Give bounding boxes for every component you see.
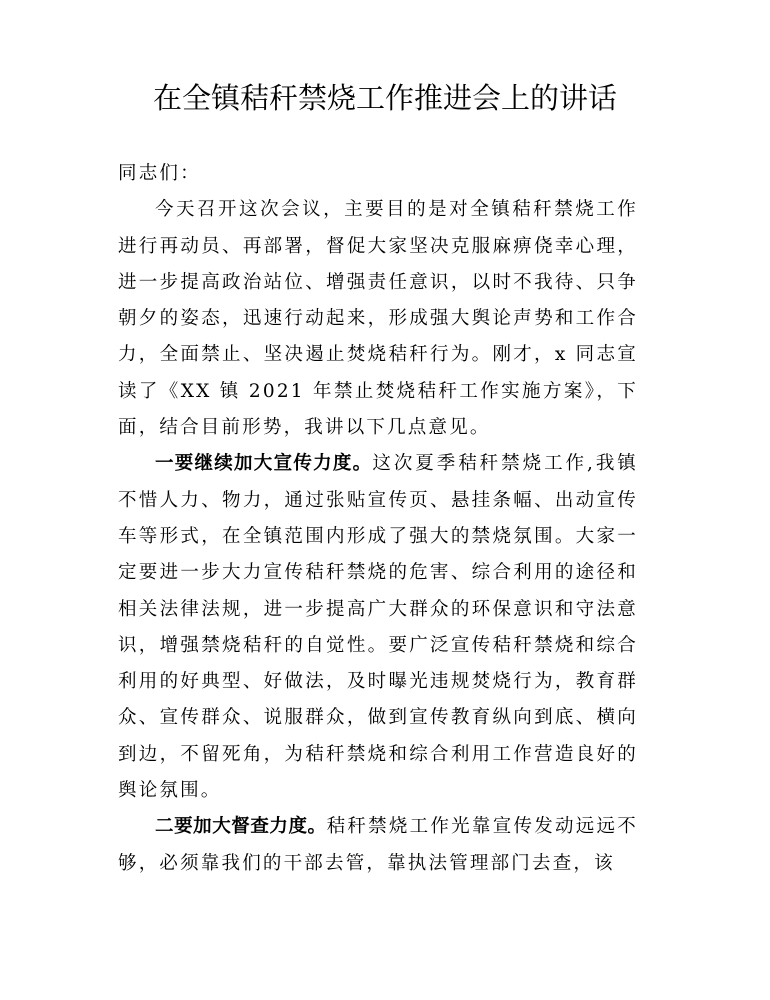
document-title: 在全镇秸秆禁烧工作推进会上的讲话 — [152, 81, 617, 115]
document-body — [118, 156, 638, 882]
paragraph-publicity — [118, 446, 638, 809]
paragraph-text: 这次夏季秸秆禁烧工作,我镇不惜人力、物力，通过张贴宣传页、悬挂条幅、出动宣传车等形式，在全镇范围内形成了强大的禁烧氛围。大家一定要进一步大力宣传秸秆禁烧的危害、综合利用的途径和相关法律法规，进一步提高广大群众的环保意识和守法意识，增强禁烧秸秆的自觉性。要广泛宣传秸秆禁烧和综合利用的好典型、好做法，及时曝光违规焚烧行为，教育群众、宣传群众、说服群众，做到宣传教育纵向到底、横向到边，不留死角，为秸秆禁烧和综合利用工作营造良好的舆论氛围。 — [118, 453, 638, 802]
paragraph-lead: 一要继续加大宣传力度。 — [155, 453, 373, 475]
paragraph-intro — [118, 192, 638, 446]
salutation: 同志们： — [118, 163, 201, 184]
paragraph-supervision — [118, 809, 638, 882]
paragraph-text: 今天召开这次会议，主要目的是对全镇秸秆禁烧工作进行再动员、再部署，督促大家坚决克服麻痹侥幸心理，进一步提高政治站位、增强责任意识，以时不我待、只争朝夕的姿态，迅速行动起来，形成强大舆论声势和工作合力，全面禁止、坚决遏止焚烧秸秆行为。刚才，x 同志宣读了《XX 镇 2021 年禁止焚烧秸秆工作实施方案》，下面，结合目前形势，我讲以下几点意见。 — [118, 199, 638, 439]
paragraph-text: 秸秆禁烧工作光靠宣传发动远远不够，必须靠我们的干部去管，靠执法管理部门去查，该 — [118, 816, 638, 874]
paragraph-lead: 二要加大督查力度。 — [155, 816, 327, 838]
